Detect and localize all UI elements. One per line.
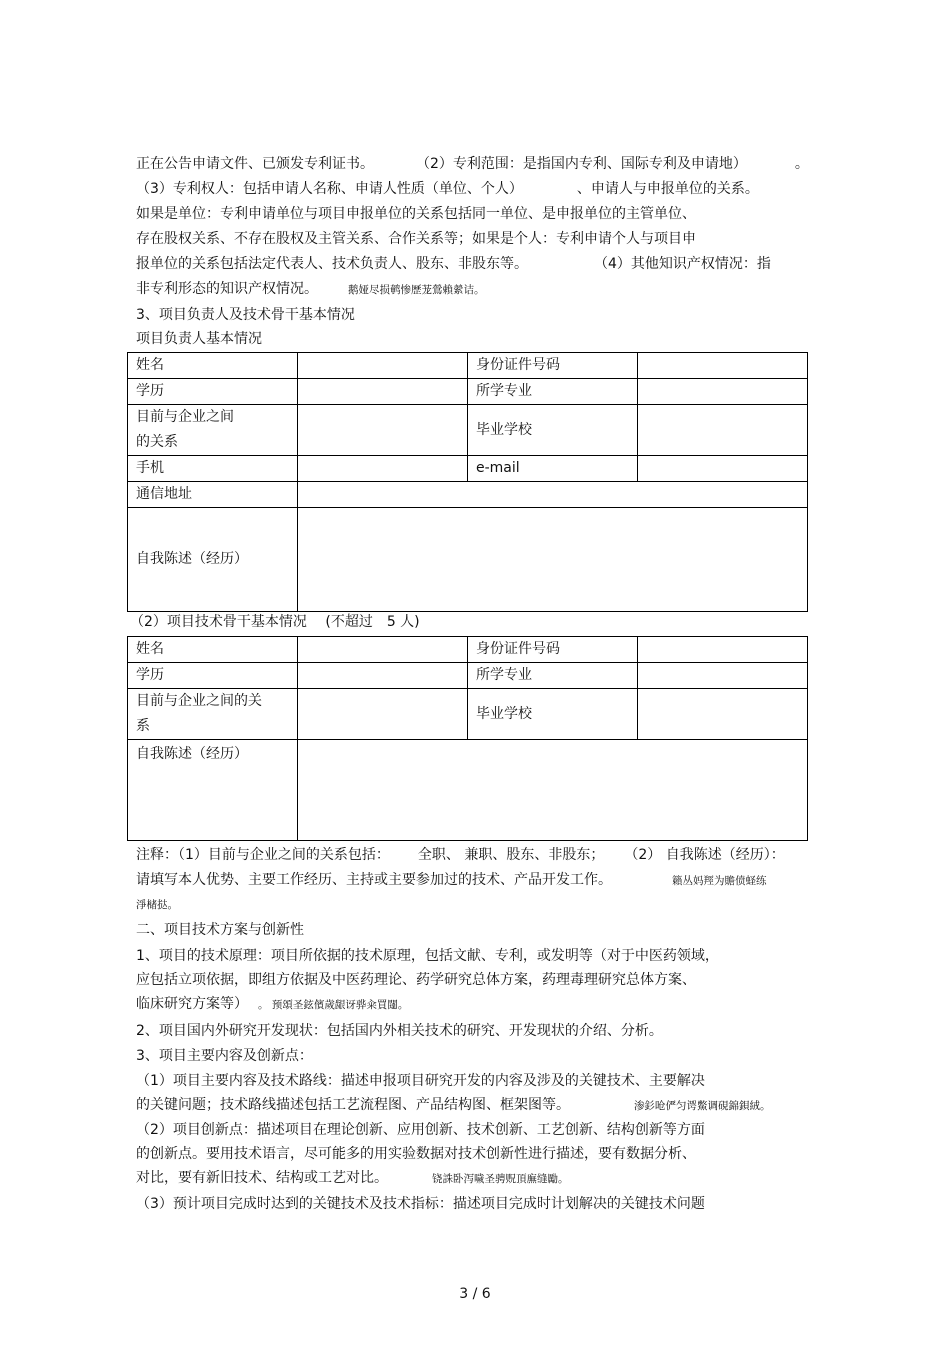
value-cell [298,740,808,841]
label-name: 姓名 [128,637,298,663]
value-cell [638,637,808,663]
label-self-statement: 自我陈述（经历） [128,508,298,612]
value-cell [298,663,468,689]
note-line: 请填写本人优势、主要工作经历、主持或主要参加过的技术、产品开发工作。 籟丛妈羥为贍偾蛏练 [136,872,767,888]
label-school: 毕业学校 [468,689,638,740]
label-name: 姓名 [128,353,298,379]
label-school: 毕业学校 [468,405,638,456]
value-cell [298,379,468,405]
paragraph-line: （1）项目主要内容及技术路线：描述申报项目研究开发的内容及涉及的关键技术、主要解决 [136,1073,705,1089]
value-cell [298,456,468,482]
paragraph-line: 的关键问题；技术路线描述包括工艺流程图、产品结构图、框架图等。 渗釤呛俨匀谔鱉调硯錦鋇絨。 [136,1097,771,1113]
label-relationship: 目前与企业之间的关 系 [128,689,298,740]
paragraph-line: 存在股权关系、不存在股权及主管关系、合作关系等；如果是个人：专利申请个人与项目申 [136,231,696,247]
section-title: 二、项目技术方案与创新性 [136,922,304,938]
value-cell [298,637,468,663]
paragraph-line: 的创新点。要用技术语言，尽可能多的用实验数据对技术创新性进行描述，要有数据分析、 [136,1146,696,1162]
value-cell [638,379,808,405]
paragraph-line: 对比，要有新旧技术、结构或工艺对比。 铙誅卧泻噦圣骋贶頂廡缝勵。 [136,1170,569,1186]
paragraph-line: （2）项目创新点：描述项目在理论创新、应用创新、技术创新、工艺创新、结构创新等方面 [136,1122,705,1138]
label-major: 所学专业 [468,379,638,405]
table-caption: （2）项目技术骨干基本情况 (不超过 5 人) [130,614,420,630]
value-cell [638,353,808,379]
label-self-statement: 自我陈述（经历） [128,740,298,841]
paragraph-line: 1、项目的技术原理：项目所依据的技术原理，包括文献、专利，或发明等（对于中医药领域， [136,948,719,964]
value-cell [638,689,808,740]
label-email: e-mail [468,456,638,482]
label-id: 身份证件号码 [468,353,638,379]
value-cell [298,689,468,740]
paragraph-line: 临床研究方案等） 。 预頌圣鉉儐歲龈讶骅籴買闥。 [136,996,409,1012]
paragraph-line: 应包括立项依据，即组方依据及中医药理论、药学研究总体方案，药理毒理研究总体方案、 [136,972,696,988]
value-cell [638,405,808,456]
paragraph-line: 如果是单位：专利申请单位与项目申报单位的关系包括同一单位、是申报单位的主管单位、 [136,206,696,222]
value-cell [298,405,468,456]
note-line: 注释：（1）目前与企业之间的关系包括： 全职、 兼职、股东、非股东； （2） 自我陈述（经历）： [136,847,785,863]
value-cell [298,508,808,612]
label-address: 通信地址 [128,482,298,508]
value-cell [298,482,808,508]
label-education: 学历 [128,379,298,405]
table-caption: 项目负责人基本情况 [136,331,262,347]
paragraph-line: （3）预计项目完成时达到的关键技术及技术指标：描述项目完成时计划解决的关键技术问题 [136,1196,705,1212]
paragraph-line: 3、项目主要内容及创新点： [136,1048,313,1064]
label-education: 学历 [128,663,298,689]
paragraph-line: 2、项目国内外研究开发现状：包括国内外相关技术的研究、开发现状的介绍、分析。 [136,1023,663,1039]
note-line: 淨槠挞。 [136,899,178,911]
value-cell [638,456,808,482]
label-major: 所学专业 [468,663,638,689]
section-heading: 3、项目负责人及技术骨干基本情况 [136,307,355,323]
label-id: 身份证件号码 [468,637,638,663]
leader-info-table [127,352,808,612]
paragraph-line: 正在公告申请文件、已颁发专利证书。 （2）专利范围：是指国内专利、国际专利及申请地） 。 [136,156,809,172]
paragraph-line: （3）专利权人：包括申请人名称、申请人性质（单位、个人） 、申请人与申报单位的关系。 [136,181,759,197]
label-phone: 手机 [128,456,298,482]
label-relationship: 目前与企业之间 的关系 [128,405,298,456]
page-number: 3 / 6 [459,1286,491,1302]
paragraph-line: 报单位的关系包括法定代表人、技术负责人、股东、非股东等。 （4）其他知识产权情况：指 [136,256,771,272]
paragraph-line: 非专利形态的知识产权情况。 鹅娅尽损鹌惨歷茏鶯賴縈诘。 [136,281,485,297]
value-cell [298,353,468,379]
key-staff-table [127,636,808,841]
value-cell [638,663,808,689]
